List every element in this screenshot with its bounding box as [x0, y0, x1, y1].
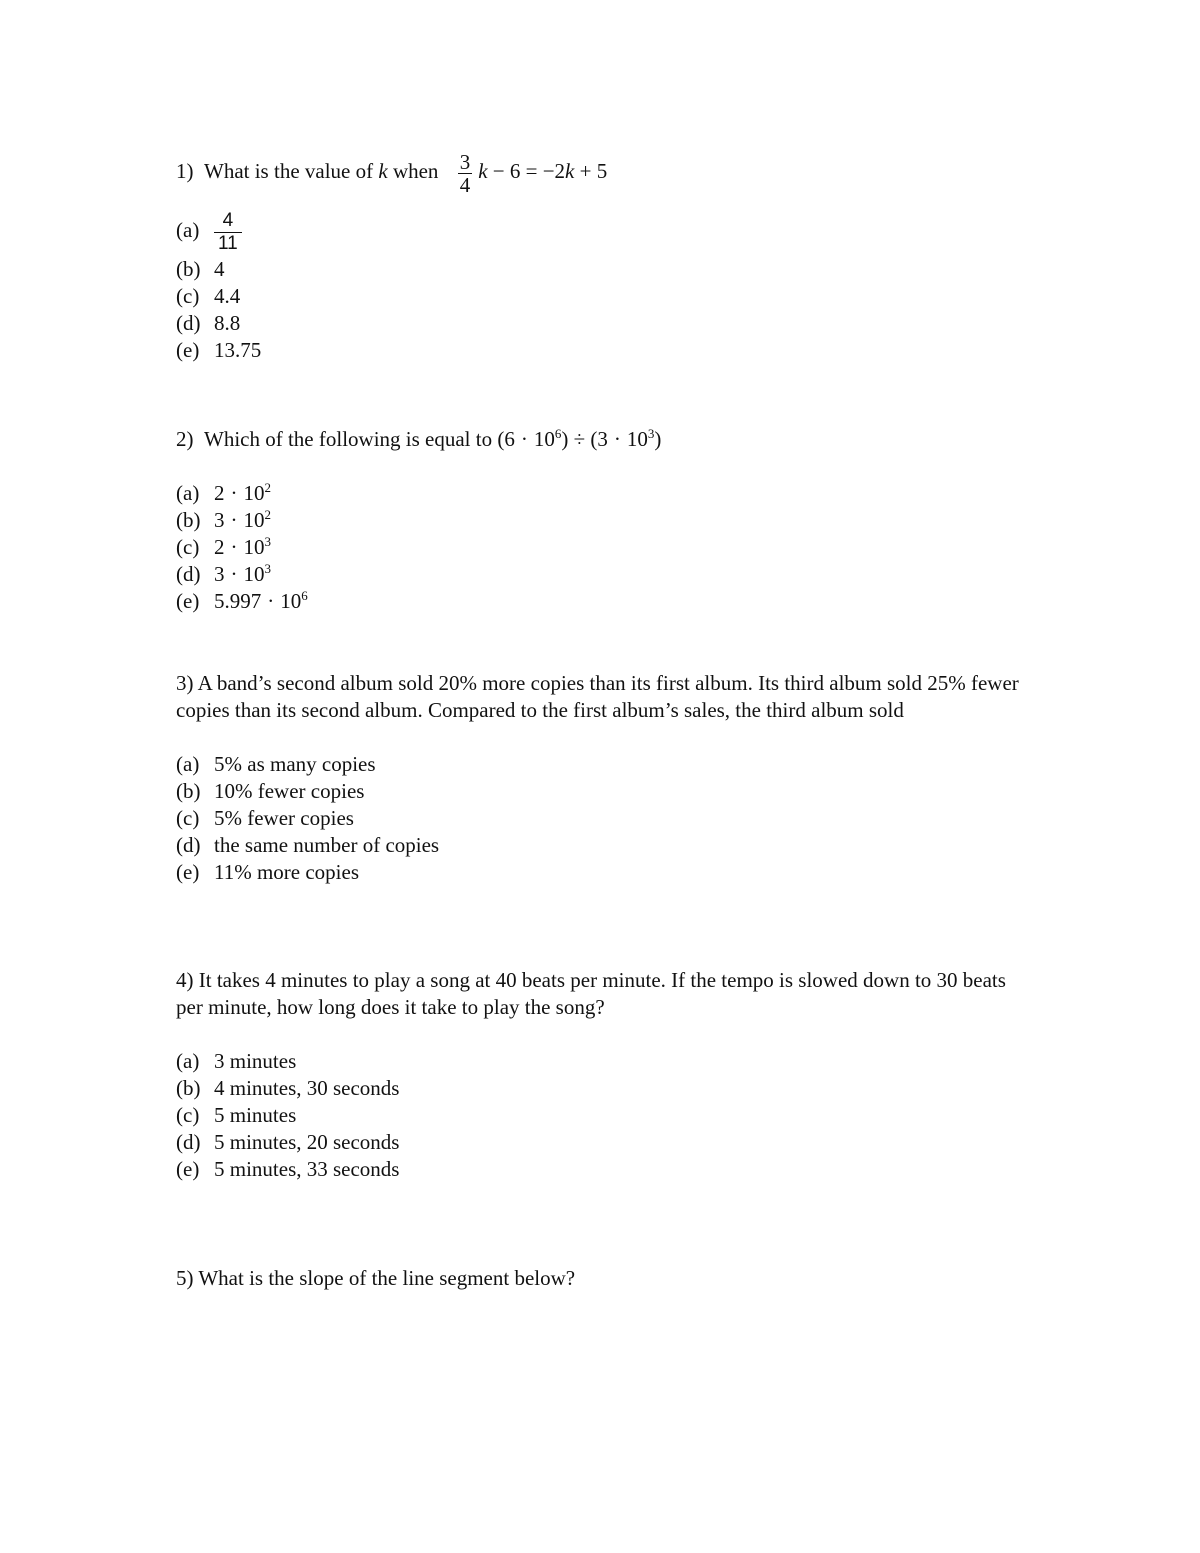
- choice-letter: (d): [176, 311, 201, 335]
- choice-text: 10% fewer copies: [214, 779, 365, 803]
- choice-text: 5 minutes, 20 seconds: [214, 1130, 400, 1154]
- choice-letter: (b): [176, 257, 201, 281]
- question-number: 1): [176, 159, 194, 183]
- question-2: [176, 426, 1036, 615]
- choice-letter: (d): [176, 833, 201, 857]
- power-base: 10: [533, 427, 555, 451]
- multiply-dot: ·: [267, 589, 275, 613]
- choice-letter: (e): [176, 338, 200, 362]
- variable-k: k: [378, 159, 388, 183]
- choice-b[interactable]: [176, 778, 1036, 805]
- question-1-when: when: [392, 159, 439, 183]
- choice-c[interactable]: [176, 534, 1036, 561]
- fraction-denominator: 4: [459, 172, 471, 197]
- power-exponent: 2: [264, 507, 271, 522]
- choice-d[interactable]: [176, 310, 1036, 337]
- choice-c[interactable]: [176, 1102, 1036, 1129]
- choice-letter: (a): [176, 218, 200, 242]
- power-base: 10: [243, 562, 265, 586]
- multiply-dot: ·: [230, 535, 238, 559]
- question-2-number: 2): [176, 427, 194, 451]
- choice-letter: (b): [176, 1076, 201, 1100]
- equation-fraction: [458, 151, 473, 196]
- equation-middle: − 6 = −2: [492, 159, 566, 183]
- choice-a[interactable]: [176, 1048, 1036, 1075]
- power-base: 10: [280, 589, 302, 613]
- choice-coefficient: 3: [214, 508, 225, 532]
- choice-text: 4.4: [214, 284, 241, 308]
- question-3-text: 3) A band’s second album sold 20% more copies than its first album. Its third album sold 25% fewer copies than its second album. Compared to the first album’s sales, the third album sold: [176, 671, 1019, 722]
- choice-b[interactable]: [176, 507, 1036, 534]
- multiply-dot: ·: [613, 427, 621, 451]
- choice-text: 4 minutes, 30 seconds: [214, 1076, 400, 1100]
- choice-a[interactable]: [176, 480, 1036, 507]
- choice-text: 3 minutes: [214, 1049, 297, 1073]
- choice-letter: (c): [176, 284, 200, 308]
- choice-letter: (d): [176, 1130, 201, 1154]
- question-1-prompt: [176, 146, 1036, 196]
- power-base: 10: [243, 481, 265, 505]
- choice-e[interactable]: [176, 337, 1036, 364]
- power-exponent: 3: [647, 426, 655, 441]
- choice-text: 5% as many copies: [214, 752, 376, 776]
- power-exponent: 2: [264, 480, 271, 495]
- choice-text: 11% more copies: [214, 860, 360, 884]
- choice-letter: (b): [176, 779, 201, 803]
- choice-text: the same number of copies: [214, 833, 440, 857]
- choice-letter: (c): [176, 1103, 200, 1127]
- question-2-divide: ) ÷ (3: [561, 427, 608, 451]
- choice-letter: (c): [176, 535, 200, 559]
- multiply-dot: ·: [520, 427, 528, 451]
- question-4: [176, 967, 1036, 1183]
- question-5: [176, 1265, 1036, 1292]
- equation-variable: k: [478, 159, 488, 183]
- choice-coefficient: 3: [214, 562, 225, 586]
- choice-a-denominator: 11: [218, 232, 238, 254]
- choice-coefficient: 5.997: [214, 589, 262, 613]
- power-base: 10: [243, 535, 265, 559]
- choice-coefficient: 2: [214, 481, 225, 505]
- equation-tail: + 5: [579, 159, 608, 183]
- power-exponent: 3: [264, 561, 271, 576]
- power-base: 10: [243, 508, 265, 532]
- choice-text: 13.75: [214, 338, 262, 362]
- choice-a[interactable]: [176, 751, 1036, 778]
- choice-letter: (b): [176, 508, 201, 532]
- choice-e[interactable]: [176, 1156, 1036, 1183]
- question-3-choices: [176, 751, 1036, 886]
- choice-e[interactable]: [176, 588, 1036, 615]
- question-4-text: 4) It takes 4 minutes to play a song at 40 beats per minute. If the tempo is slowed down to 30 beats per minute, how long does it take to play the song?: [176, 968, 1006, 1019]
- choice-a-numerator: 4: [214, 210, 242, 233]
- choice-text: 5 minutes, 33 seconds: [214, 1157, 400, 1181]
- choice-d[interactable]: [176, 832, 1036, 859]
- choice-letter: (a): [176, 1049, 200, 1073]
- choice-e[interactable]: [176, 859, 1036, 886]
- question-3: [176, 670, 1036, 886]
- power-exponent: 3: [264, 534, 271, 549]
- choice-c[interactable]: [176, 805, 1036, 832]
- choice-b[interactable]: [176, 256, 1036, 283]
- fraction-numerator: 3: [459, 149, 471, 174]
- multiply-dot: ·: [230, 481, 238, 505]
- choice-letter: (e): [176, 860, 200, 884]
- choice-letter: (a): [176, 752, 200, 776]
- choice-a[interactable]: [176, 204, 1036, 256]
- choice-d[interactable]: [176, 1129, 1036, 1156]
- power-base: 10: [626, 427, 648, 451]
- question-5-text: 5) What is the slope of the line segment below?: [176, 1266, 576, 1290]
- choice-letter: (e): [176, 1157, 200, 1181]
- choice-coefficient: 2: [214, 535, 225, 559]
- choice-letter: (d): [176, 562, 201, 586]
- choice-c[interactable]: [176, 283, 1036, 310]
- multiply-dot: ·: [230, 562, 238, 586]
- choice-letter: (c): [176, 806, 200, 830]
- choice-text: 4: [214, 257, 225, 281]
- choice-a-fraction: [214, 210, 242, 255]
- choice-b[interactable]: [176, 1075, 1036, 1102]
- choice-letter: (e): [176, 589, 200, 613]
- question-2-text: Which of the following is equal to (6: [204, 427, 515, 451]
- power-exponent: 6: [301, 588, 308, 603]
- choice-text: 5% fewer copies: [214, 806, 354, 830]
- power-exponent: 6: [554, 426, 562, 441]
- multiply-dot: ·: [230, 508, 238, 532]
- choice-letter: (a): [176, 481, 200, 505]
- question-2-close: ): [654, 427, 662, 451]
- question-1-choices: [176, 204, 1036, 364]
- equation-variable-2: k: [565, 159, 575, 183]
- question-1-text: What is the value of: [204, 159, 374, 183]
- choice-text: 5 minutes: [214, 1103, 297, 1127]
- choice-d[interactable]: [176, 561, 1036, 588]
- question-1: [176, 146, 1036, 364]
- question-2-choices: [176, 480, 1036, 615]
- choice-text: 8.8: [214, 311, 241, 335]
- question-2-prompt: [176, 426, 1036, 453]
- question-4-choices: [176, 1048, 1036, 1183]
